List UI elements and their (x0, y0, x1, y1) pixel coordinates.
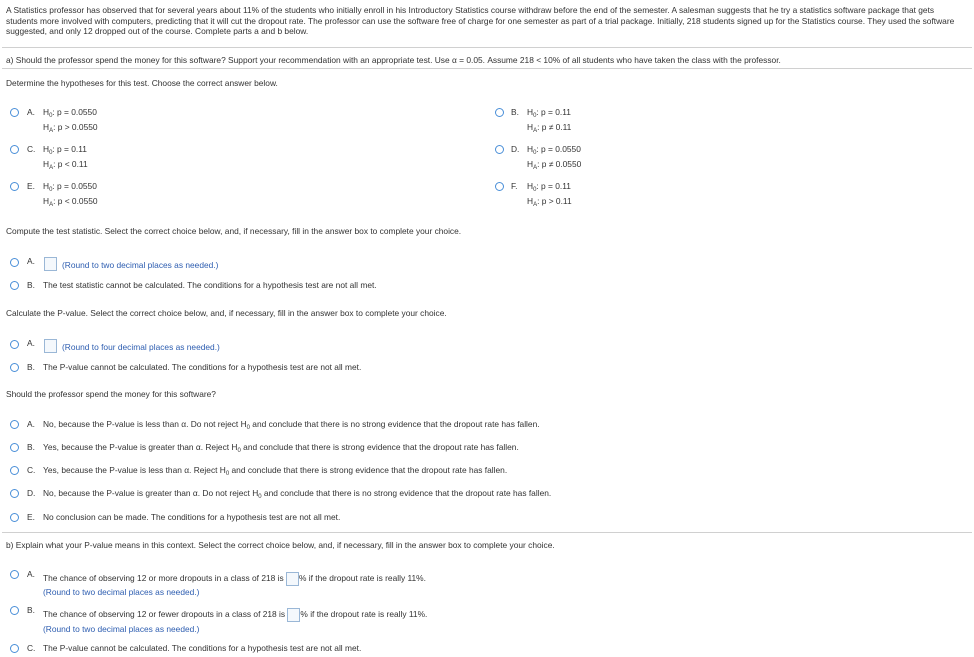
rounding-hint: (Round to two decimal places as needed.) (43, 624, 200, 634)
hypotheses-question: Determine the hypotheses for this test. Choose the correct answer below. (6, 78, 278, 88)
option-letter: D. (511, 144, 520, 154)
hypothesis-text: $H_0$: p = 0.0550 $H_A$: p ≠ 0.0550 (527, 144, 582, 171)
radio-button[interactable] (10, 489, 19, 498)
p-value-question: Calculate the P-value. Select the correct choice below, and, if necessary, fill in the answer box to complete your choice. (6, 308, 447, 318)
test-statistic-question: Compute the test statistic. Select the correct choice below, and, if necessary, fill in the answer box to complete your choice. (6, 226, 462, 236)
percent-answer-box[interactable] (287, 608, 300, 622)
test-statistic-answer-box[interactable] (44, 257, 57, 271)
spend-question: Should the professor spend the money for this software? (6, 389, 216, 399)
radio-button[interactable] (10, 420, 19, 429)
option-text: The chance of observing 12 or more dropouts in a class of 218 is % if the dropout rate is really 11%. (43, 572, 426, 586)
radio-button[interactable] (495, 182, 504, 191)
hypothesis-text: $H_0$: p = 0.11 $H_A$: p < 0.11 (43, 144, 88, 171)
percent-answer-box[interactable] (286, 572, 299, 586)
option-letter: B. (27, 280, 35, 290)
option-letter: A. (27, 419, 35, 429)
problem-intro: A Statistics professor has observed that for several years about 11% of the students who initially enroll in his Introductory Statistics course withdraw before the end of the semester. A salesman suggests that he try a statistics software package that gets students more involved with computers, predicting that it will cut the dropout rate. The professor can use the software free of charge for one semester as part of a trial package. Initially, 218 students signed up for the Statistics course. They used the software suggested, and only 12 dropped out of the course. Complete parts a and b below. (6, 5, 955, 36)
rounding-hint: (Round to two decimal places as needed.) (43, 587, 200, 597)
option-letter: B. (27, 605, 35, 615)
radio-button[interactable] (495, 145, 504, 154)
option-letter: C. (27, 465, 36, 475)
option-letter: B. (511, 107, 519, 117)
option-text: The P-value cannot be calculated. The conditions for a hypothesis test are not all met. (43, 362, 362, 372)
option-text: The test statistic cannot be calculated. The conditions for a hypothesis test are not all met. (43, 280, 377, 290)
radio-button[interactable] (10, 466, 19, 475)
option-letter: A. (27, 338, 35, 348)
option-text: No conclusion can be made. The conditions for a hypothesis test are not all met. (43, 512, 341, 522)
radio-button[interactable] (10, 145, 19, 154)
rounding-hint: (Round to two decimal places as needed.) (62, 260, 219, 270)
option-text: No, because the P-value is greater than α. Do not reject $H_0$ and conclude that there is no strong evidence that the dropout rate has fallen. (43, 488, 552, 500)
option-text: The P-value cannot be calculated. The conditions for a hypothesis test are not all met. (43, 643, 362, 653)
radio-button[interactable] (10, 644, 19, 653)
radio-button[interactable] (10, 513, 19, 522)
option-letter: A. (27, 256, 35, 266)
radio-button[interactable] (10, 182, 19, 191)
hypothesis-text: $H_0$: p = 0.11 $H_A$: p ≠ 0.11 (527, 107, 572, 134)
option-letter: A. (27, 569, 35, 579)
divider (2, 532, 972, 533)
radio-button[interactable] (10, 570, 19, 579)
rounding-hint: (Round to four decimal places as needed.) (62, 342, 220, 352)
divider (2, 47, 972, 48)
option-letter: C. (27, 144, 36, 154)
hypothesis-text: $H_0$: p = 0.0550 $H_A$: p > 0.0550 (43, 107, 98, 134)
radio-button[interactable] (10, 363, 19, 372)
divider (2, 68, 972, 69)
part-b-question: b) Explain what your P-value means in this context. Select the correct choice below, and, if necessary, fill in the answer box to complete your choice. (6, 540, 555, 550)
option-letter: D. (27, 488, 36, 498)
option-letter: E. (27, 181, 35, 191)
option-letter: F. (511, 181, 518, 191)
option-text: The chance of observing 12 or fewer dropouts in a class of 218 is % if the dropout rate is really 11%. (43, 608, 427, 622)
radio-button[interactable] (10, 606, 19, 615)
option-letter: B. (27, 442, 35, 452)
option-text: Yes, because the P-value is greater than α. Reject $H_0$ and conclude that there is strong evidence that the dropout rate has fallen. (43, 442, 519, 454)
p-value-answer-box[interactable] (44, 339, 57, 353)
hypothesis-text: $H_0$: p = 0.11 $H_A$: p > 0.11 (527, 181, 572, 208)
option-text: No, because the P-value is less than α. Do not reject $H_0$ and conclude that there is no strong evidence that the dropout rate has fallen. (43, 419, 540, 431)
option-letter: E. (27, 512, 35, 522)
hypothesis-text: $H_0$: p = 0.0550 $H_A$: p < 0.0550 (43, 181, 98, 208)
radio-button[interactable] (10, 258, 19, 267)
option-letter: C. (27, 643, 36, 653)
option-letter: B. (27, 362, 35, 372)
part-a-question: a) Should the professor spend the money for this software? Support your recommendation with an appropriate test. Use α = 0.05. Assume 218 < 10% of all students who have taken the class with the professor. (6, 55, 781, 65)
radio-button[interactable] (10, 108, 19, 117)
radio-button[interactable] (495, 108, 504, 117)
radio-button[interactable] (10, 281, 19, 290)
option-text: Yes, because the P-value is less than α. Reject $H_0$ and conclude that there is strong evidence that the dropout rate has fallen. (43, 465, 508, 477)
radio-button[interactable] (10, 443, 19, 452)
radio-button[interactable] (10, 340, 19, 349)
option-letter: A. (27, 107, 35, 117)
